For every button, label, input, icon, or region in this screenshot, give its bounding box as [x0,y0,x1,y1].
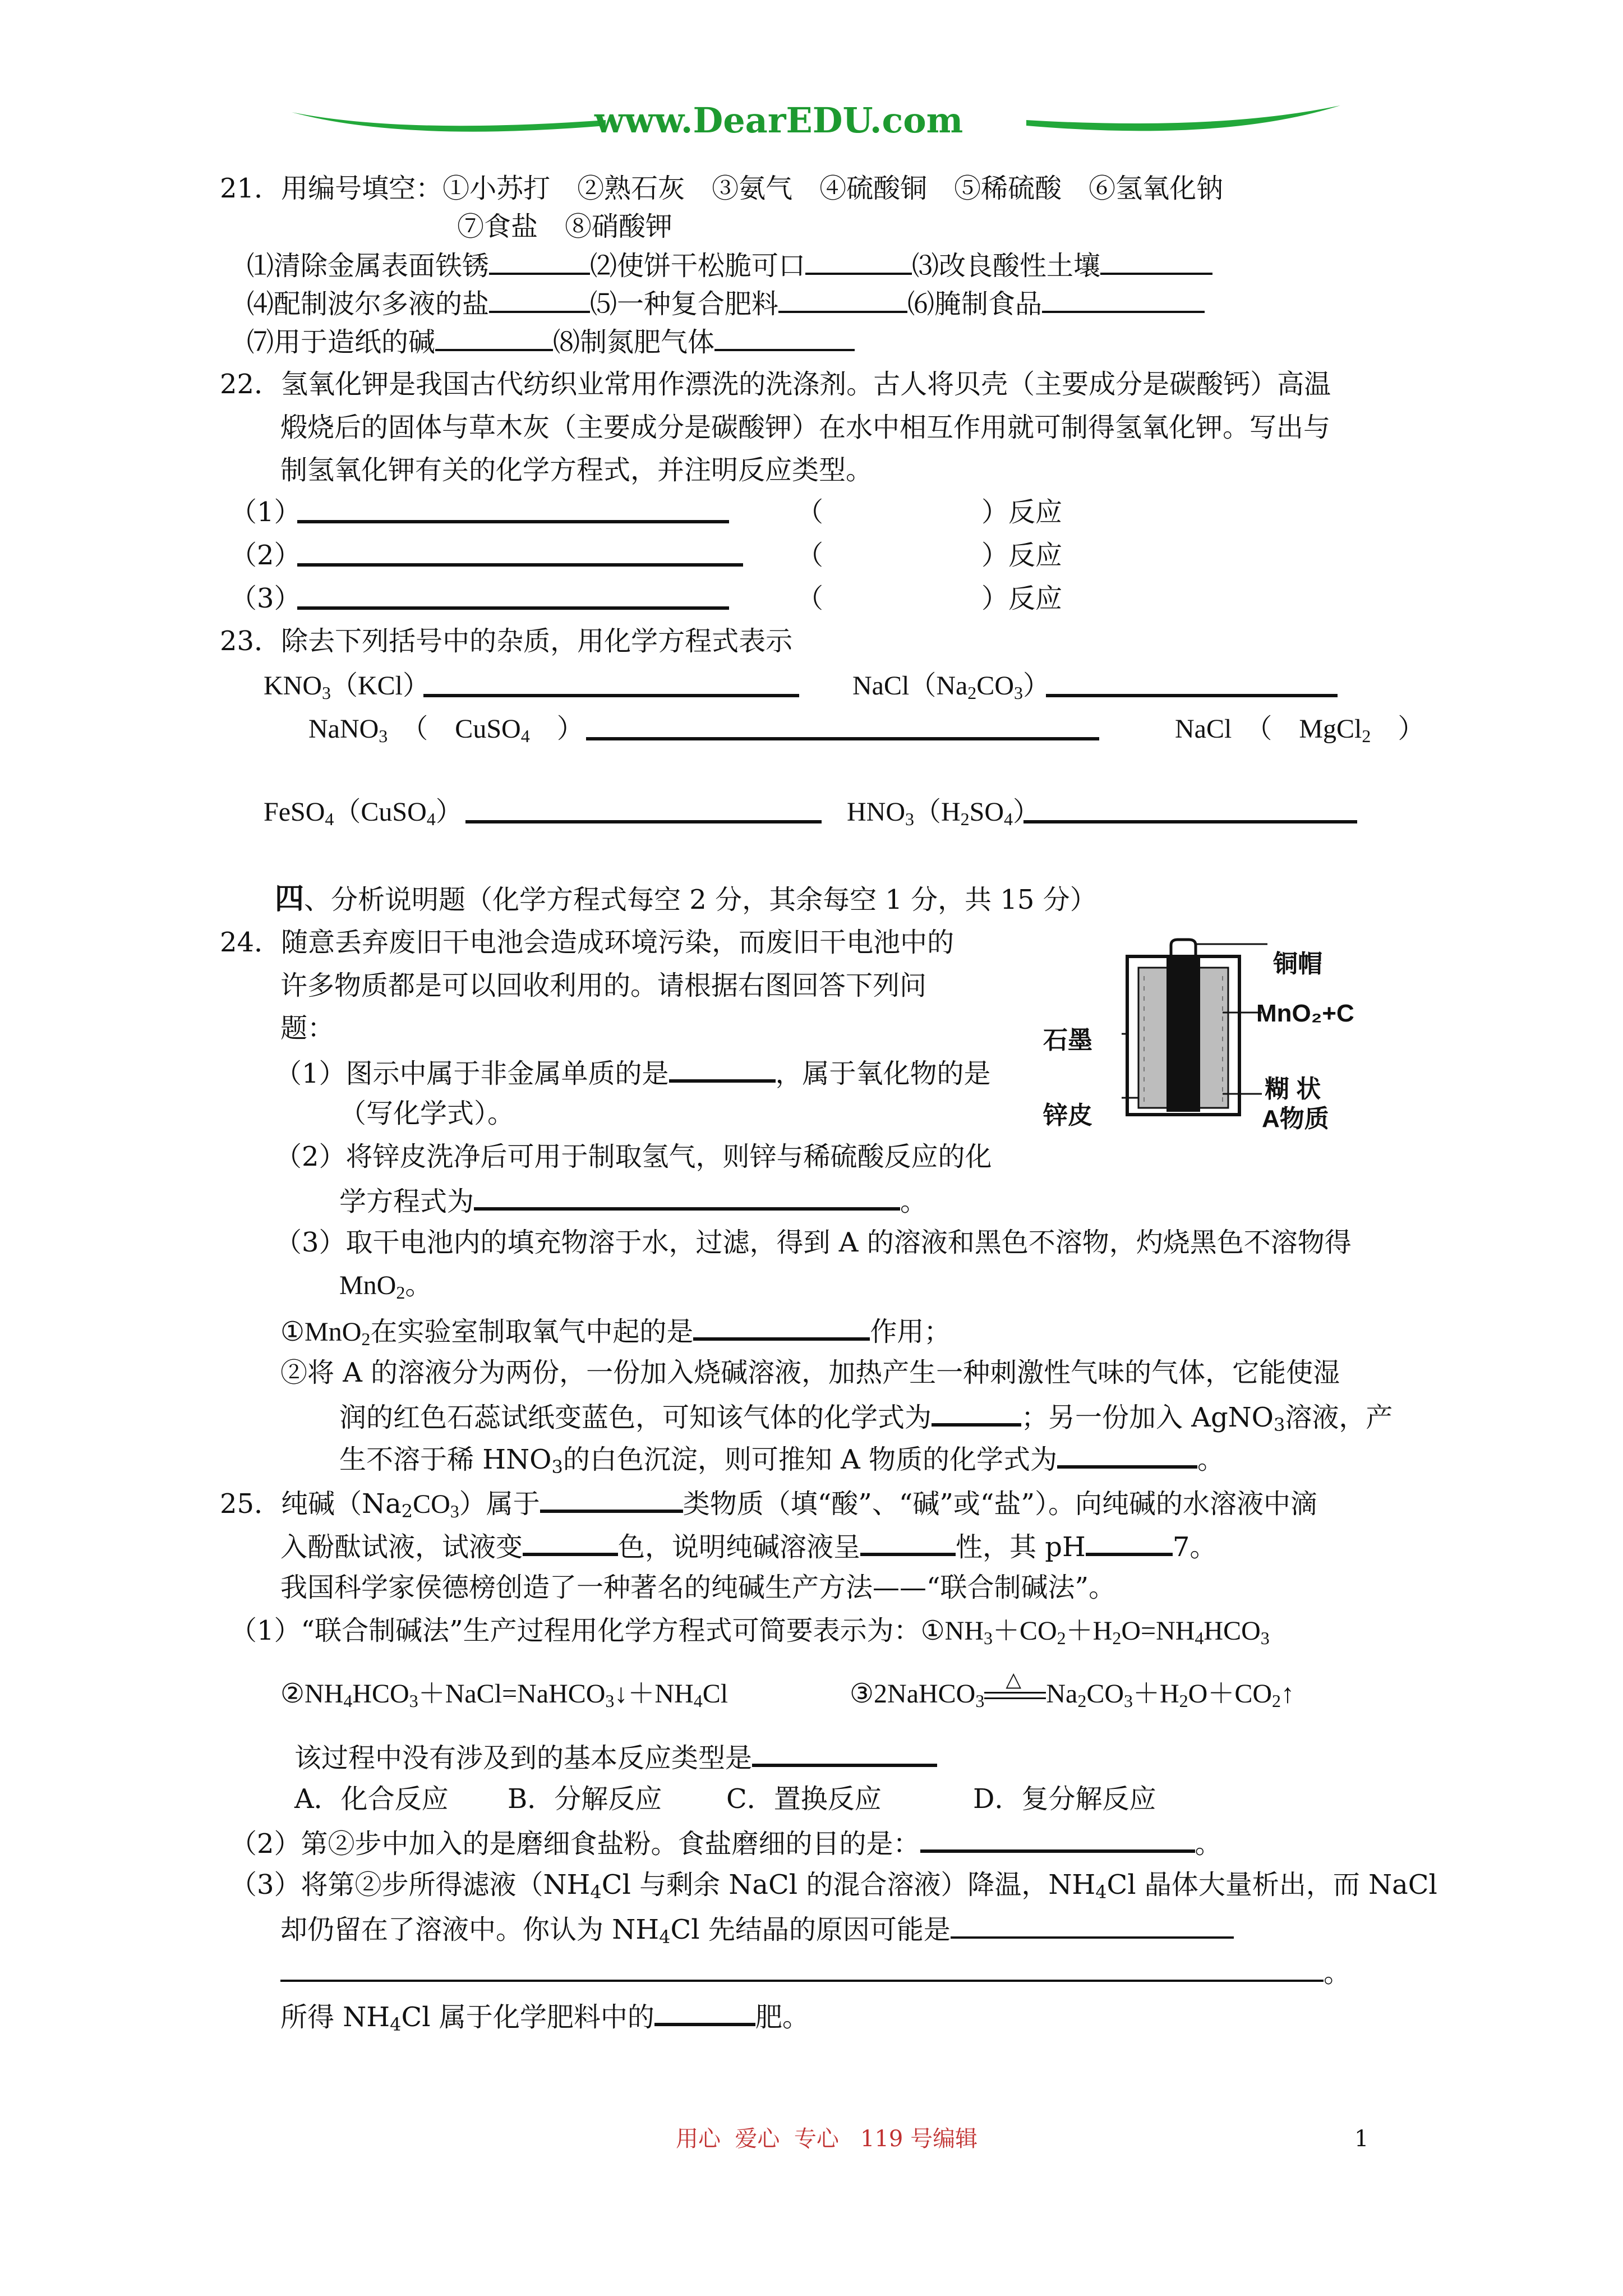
answer-blank[interactable] [860,1528,956,1556]
q23-feso4-blank[interactable] [465,795,822,831]
q24-c2-cont: 润的红色石蕊试纸变蓝色，可知该气体的化学式为 ；另一份加入 AgNO$_3$溶液，产 [339,1398,1393,1434]
q24-part-2-cont: 学方程式为 。 [339,1182,927,1218]
q25-option-c[interactable]: C．置换反应 [726,1783,882,1815]
battery-label-paste-2: A物质 [1262,1105,1329,1133]
answer-blank[interactable] [805,248,912,275]
q25-part-3-line: 。 [280,1955,1350,1990]
q25-line-3: 我国科学家侯德榜创造了一种著名的纯碱生产方法——“联合制碱法”。 [280,1572,1116,1603]
page-number: 1 [1354,2126,1369,2152]
section-4-heading: 四、分析说明题（化学方程式每空 2 分，其余每空 1 分，共 15 分） [275,882,1097,916]
q24-c1: ①MnO$_2$在实验室制取氧气中起的是 作用； [280,1313,951,1349]
q24-c2: ②将 A 的溶液分为两份，一份加入烧碱溶液，加热产生一种刺激性气味的气体，它能使湿 [280,1357,1340,1388]
q25-part-3: （3）将第②步所得滤液（$NH_4Cl$ 与剩余 NaCl 的混合溶液）降温，$NH_4Cl$ 晶体大量析出，而 NaCl [230,1869,1437,1903]
answer-blank[interactable] [489,286,590,313]
footer-text: 用心 爱心 专心 119 号编辑 [676,2126,978,2152]
q22-line-2: 煅烧后的固体与草木灰（主要成分是碳酸钾）在水中相互作用就可制得氢氧化钾。写出与 [280,412,1331,443]
q24-line-2: 许多物质都是可以回收利用的。请根据右图回答下列问 [280,970,927,1001]
q25-eq-3: ③2NaHCO$_3$ △ $Na_2CO_3+H_2O+CO_2↑$ [850,1668,1295,1711]
q23-nano3: NaNO$_3$ （ CuSO$_4$ ） [308,714,584,746]
q22-item-3-blank[interactable] [297,582,729,618]
q23-nacl-na2co3: $NaCl(Na_2CO_3)$ [852,671,1050,703]
q25-option-d[interactable]: D．复分解反应 [973,1783,1156,1815]
q23-feso4: FeSO$_4$（CuSO$_4$） [264,797,463,829]
q23-kno3: $KNO_3(KCl)$ [264,671,430,703]
q25-option-a[interactable]: A．化合反应 [294,1783,449,1815]
battery-label-paste-1: 糊 状 [1265,1075,1321,1103]
answer-blank[interactable] [474,1182,900,1211]
q23-kno3-blank[interactable] [423,669,799,705]
q21-row-3: ⑺用于造纸的碱 ⑻制氮肥气体 [247,324,855,359]
q24-part-3-cont: MnO$_2$。 [339,1271,432,1303]
q21-row-2: ⑷配制波尔多液的盐 ⑸一种复合肥料 ⑹腌制食品 [247,286,1205,321]
answer-blank[interactable] [280,1955,1324,1982]
q23-hno3-blank[interactable] [1023,795,1357,831]
q25-eq-2: $②NH_4HCO_3+NaCl=NaHCO_3↓+NH_4Cl$ [280,1679,728,1711]
q25-line-2: 入酚酞试液，试液变 色，说明纯碱溶液呈 性，其 pH 7。 [280,1528,1216,1564]
answer-blank[interactable] [1057,1441,1197,1469]
q24-part-3: （3）取干电池内的填充物溶于水，过滤，得到 A 的溶液和黑色不溶物，灼烧黑色不溶物得 [275,1227,1352,1258]
q23-nacl-mgcl2: NaCl （ MgCl$_2$ ） [1175,714,1425,746]
header-site-url: www.DearEDU.com [594,100,963,141]
battery-leader-lines [1116,934,1284,1125]
q23-nacl-na2co3-blank[interactable] [1046,669,1338,705]
q23-title: 23．除去下列括号中的杂质，用化学方程式表示 [220,625,793,657]
q24-part-1: （1）图示中属于非金属单质的是 ，属于氧化物的是 [275,1055,991,1091]
q22-item-3-type-open: （ [796,583,824,614]
q22-item-1-type-close: ）反应 [981,496,1063,528]
battery-label-graphite: 石墨 [1043,1027,1092,1054]
q25-part-2: （2）第②步中加入的是磨细食盐粉。食盐磨细的目的是： 。 [230,1825,1222,1861]
q22-item-2-blank[interactable] [297,539,743,574]
battery-label-mno2: MnO₂+C [1256,1000,1354,1027]
q24-c3: 生不溶于稀 $HNO_3$的白色沉淀，则可推知 A 物质的化学式为 。 [339,1441,1224,1476]
answer-blank[interactable] [669,1055,776,1083]
q21-row-1: ⑴清除金属表面铁锈 ⑵使饼干松脆可口 ⑶改良酸性土壤 [247,248,1212,283]
q22-item-2-type-open: （ [796,540,824,571]
answer-blank[interactable] [523,1528,618,1556]
q21-title: 21．用编号填空：①小苏打 ②熟石灰 ③氨气 ④硫酸铜 ⑤稀硫酸 ⑥氢氧化钠 [220,173,1224,204]
answer-blank[interactable] [489,248,590,275]
answer-blank[interactable] [920,1825,1195,1853]
answer-blank[interactable] [435,324,553,351]
q21-options-2: ⑦食盐 ⑧硝酸钾 [457,211,673,242]
q22-item-1: （1） [230,496,301,528]
q22-item-1-blank[interactable] [297,495,729,531]
answer-blank[interactable] [1042,286,1205,313]
q22-line-1: 22．氢氧化钾是我国古代纺织业常用作漂洗的洗涤剂。古人将贝壳（主要成分是碳酸钙）高温 [220,369,1331,400]
q24-part-2: （2）将锌皮洗净后可用于制取氢气，则锌与稀硫酸反应的化 [275,1141,992,1172]
answer-blank[interactable] [951,1912,1234,1939]
q23-nano3-blank[interactable] [586,712,1099,748]
answer-blank[interactable] [693,1313,870,1341]
q25-part-4: 所得 $NH_4Cl$ 属于化学肥料中的 肥。 [280,1998,809,2034]
q22-line-3: 制氢氧化钾有关的化学方程式，并注明反应类型。 [280,454,873,486]
answer-blank[interactable] [778,286,907,313]
q23-hno3: $HNO_3(H_2SO_4)$ [847,797,1040,829]
answer-blank[interactable] [752,1739,937,1767]
q24-line-3: 题： [280,1013,335,1044]
q24-line-1: 24．随意丢弃废旧干电池会造成环境污染，而废旧干电池中的 [220,927,955,958]
q25-line-1: 25．纯碱$(Na_2CO_3)$属于 类物质（填“酸”、“碱”或“盐”）。向纯碱的水溶液中滴 [220,1485,1317,1521]
q25-option-b[interactable]: B．分解反应 [508,1783,662,1815]
q25-type-question: 该过程中没有涉及到的基本反应类型是 [294,1739,937,1775]
answer-blank[interactable] [1100,248,1212,275]
q25-part-3-cont: 却仍留在了溶液中。你认为 $NH_4Cl$ 先结晶的原因可能是 [280,1912,1234,1947]
q22-item-1-type-open: （ [796,496,824,528]
q24-part-1-cont: （写化学式）。 [339,1098,515,1129]
q22-item-2: （2） [230,540,301,571]
battery-label-cap: 铜帽 [1273,950,1322,978]
q22-item-3: （3） [230,583,301,614]
battery-label-zinc: 锌皮 [1043,1102,1092,1129]
q22-item-2-type-close: ）反应 [981,540,1063,571]
answer-blank[interactable] [540,1485,683,1513]
answer-blank[interactable] [654,1998,755,2026]
answer-blank[interactable] [714,324,855,351]
answer-blank[interactable] [932,1398,1021,1427]
q25-part-1: （1）“联合制碱法”生产过程用化学方程式可简要表示为：$①NH_3+CO_2+H_2O=NH_4HCO_3$ [230,1615,1270,1648]
answer-blank[interactable] [1086,1528,1173,1556]
q22-item-3-type-close: ）反应 [981,583,1063,614]
